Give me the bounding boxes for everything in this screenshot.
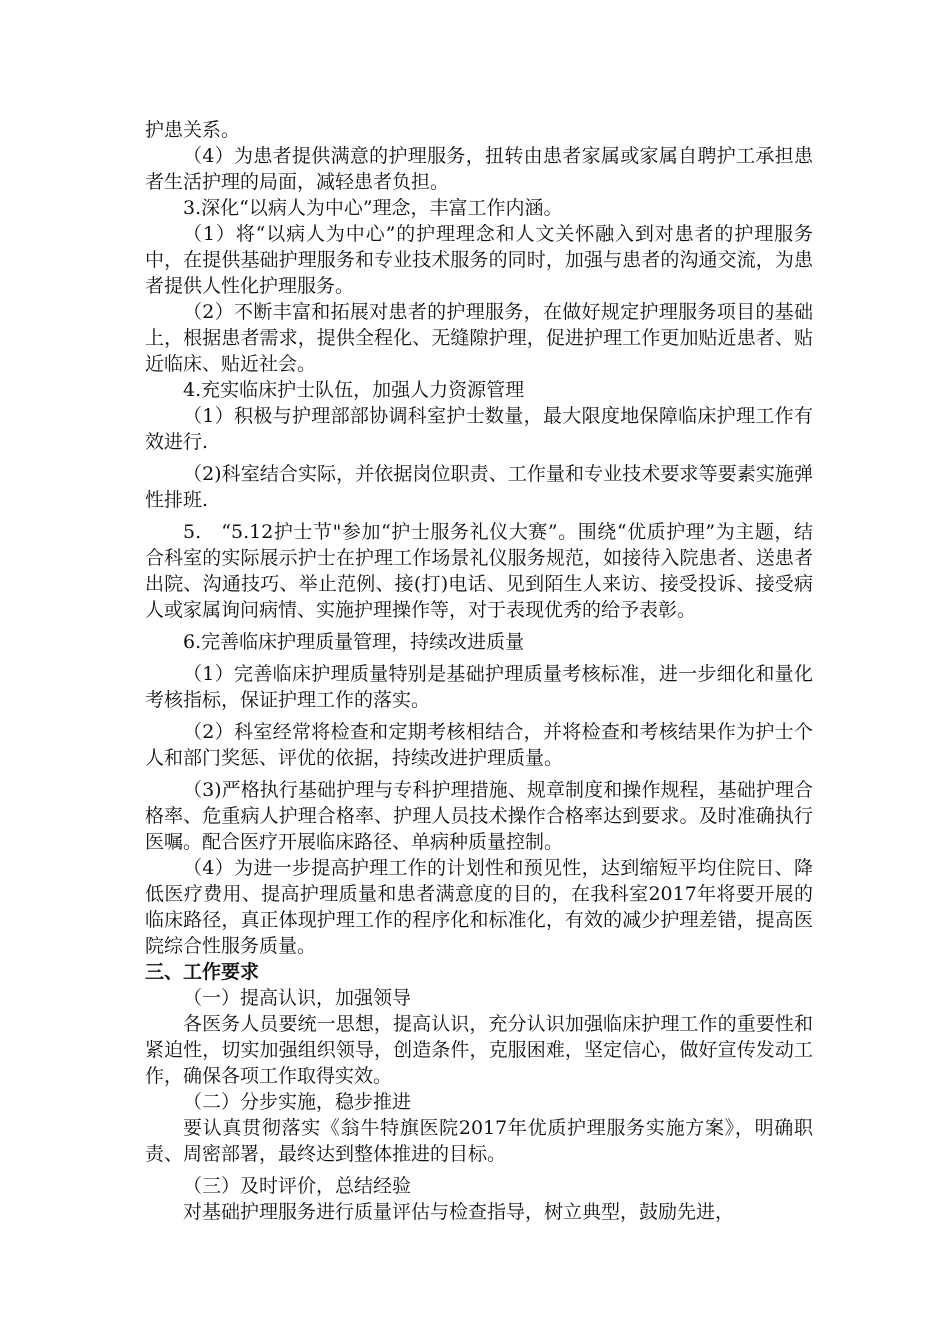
paragraph: 对基础护理服务进行质量评估与检查指导，树立典型，鼓励先进，: [183, 1201, 735, 1223]
paragraph: 护患关系。: [145, 119, 241, 141]
paragraph: （1）积极与护理部部协调科室护士数量，最大限度地保障临床护理工作有效进行.: [145, 405, 813, 453]
paragraph: 各医务人员要统一思想，提高认识，充分认识加强临床护理工作的重要性和紧迫性，切实加强组织领导，创造条件，克服困难，坚定信心，做好宣传发动工作，确保各项工作取得实效。: [145, 1013, 813, 1087]
section-heading: 三、工作要求: [145, 961, 260, 983]
paragraph: 6.完善临床护理质量管理，持续改进质量: [183, 631, 525, 653]
paragraph: （三）及时评价，总结经验: [183, 1175, 412, 1197]
paragraph: （4）为患者提供满意的护理服务，扭转由患者家属或家属自聘护工承担患者生活护理的局面，减轻患者负担。: [145, 145, 813, 193]
paragraph: （二）分步实施，稳步推进: [183, 1091, 412, 1113]
paragraph: （2)科室结合实际，并依据岗位职责、工作量和专业技术要求等要素实施弹性排班.: [145, 463, 813, 511]
paragraph: 5. “5.12护士节"参加“护士服务礼仪大赛”。围绕“优质护理”为主题，结合科室的实际展示护士在护理工作场景礼仪服务规范，如接待入院患者、送患者出院、沟通技巧、举止范例、接(打)电话、见到陌生人来访、接受投诉、接受病人或家属询问病情、实施护理操作等，对于表现优秀的给予表彰。: [145, 521, 813, 621]
paragraph: （一）提高认识，加强领导: [183, 987, 412, 1009]
paragraph: 3.深化“以病人为中心”理念，丰富工作内涵。: [183, 197, 563, 219]
paragraph: 4.充实临床护士队伍，加强人力资源管理: [183, 379, 525, 401]
paragraph: （2）科室经常将检查和定期考核相结合，并将检查和考核结果作为护士个人和部门奖惩、评优的依据，持续改进护理质量。: [145, 721, 813, 769]
paragraph: （4）为进一步提高护理工作的计划性和预见性，达到缩短平均住院日、降低医疗费用、提高护理质量和患者满意度的目的，在我科室2017年将要开展的临床路径，真正体现护理工作的程序化和标准化，有效的减少护理差错，提高医院综合性服务质量。: [145, 857, 813, 957]
document-page: [145, 117, 813, 1225]
paragraph: 要认真贯彻落实《翁牛特旗医院2017年优质护理服务实施方案》，明确职责、周密部署，最终达到整体推进的目标。: [145, 1117, 813, 1165]
paragraph: （3)严格执行基础护理与专科护理措施、规章制度和操作规程，基础护理合格率、危重病人护理合格率、护理人员技术操作合格率达到要求。及时准确执行医嘱。配合医疗开展临床路径、单病种质量控制。: [145, 779, 813, 853]
paragraph: （1）将“以病人为中心”的护理理念和人文关怀融入到对患者的护理服务中，在提供基础护理服务和专业技术服务的同时，加强与患者的沟通交流，为患者提供人性化护理服务。: [145, 223, 813, 297]
paragraph: （1）完善临床护理质量特别是基础护理质量考核标准，进一步细化和量化考核指标，保证护理工作的落实。: [145, 663, 813, 711]
paragraph: （2）不断丰富和拓展对患者的护理服务，在做好规定护理服务项目的基础上，根据患者需求，提供全程化、无缝隙护理，促进护理工作更加贴近患者、贴近临床、贴近社会。: [145, 301, 813, 375]
